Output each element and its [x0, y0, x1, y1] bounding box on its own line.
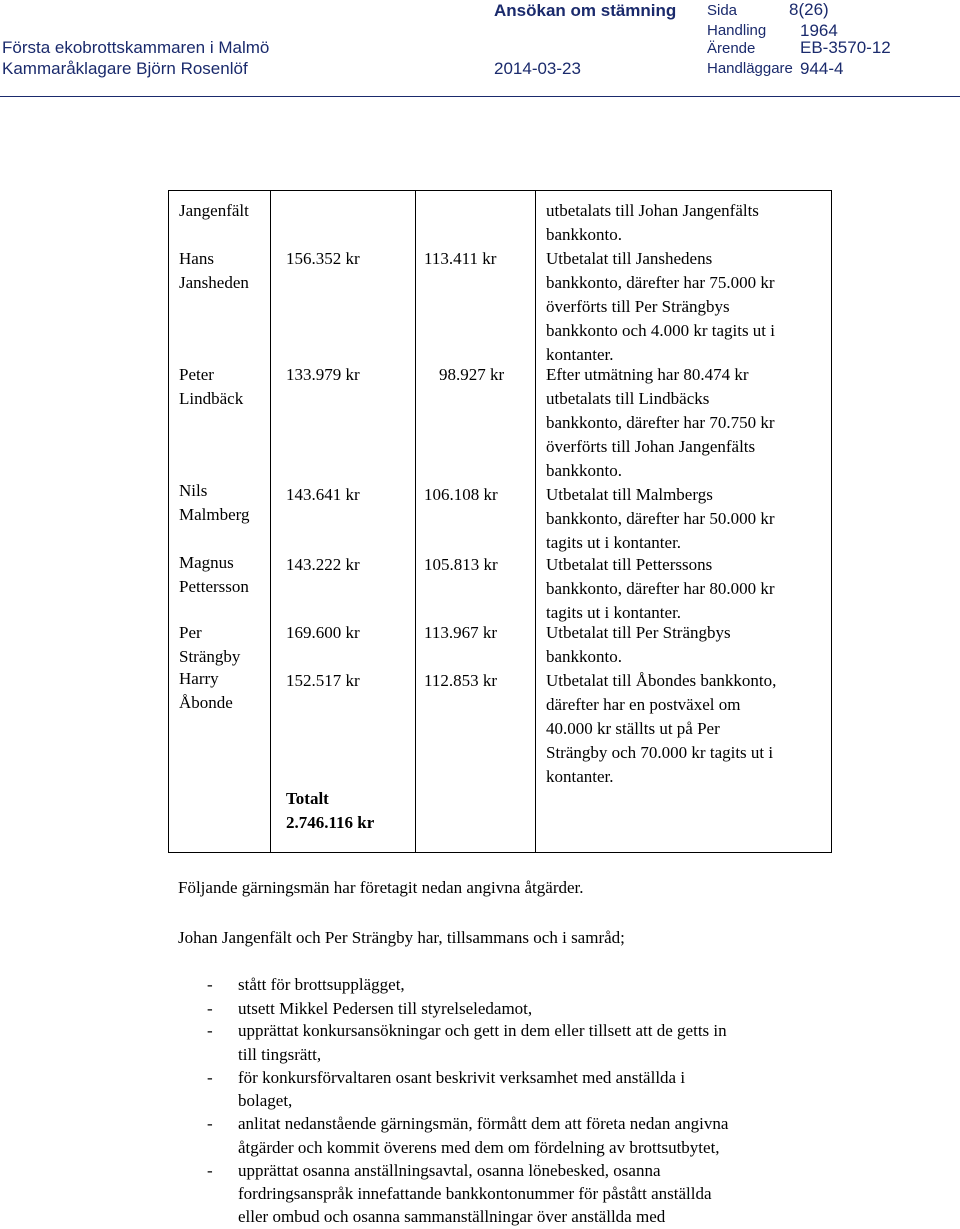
payment-description: bankkonto.	[546, 461, 623, 480]
list-item: eller ombud och osanna sammanställningar över anställda med	[238, 1207, 666, 1226]
handling-value: 1964	[800, 21, 838, 40]
payment-description: kontanter.	[546, 767, 614, 786]
list-item: för konkursförvaltaren osant beskrivit verksamhet med anställda i	[238, 1068, 686, 1087]
list-item: bolaget,	[238, 1091, 293, 1110]
arende-value: EB-3570-12	[800, 38, 891, 57]
payment-description: tagits ut i kontanter.	[546, 533, 682, 552]
amount-paid: 113.967 kr	[424, 623, 498, 642]
list-dash: -	[207, 999, 213, 1018]
payment-description: bankkonto och 4.000 kr tagits ut i	[546, 321, 776, 340]
payment-description: bankkonto.	[546, 647, 623, 666]
list-dash: -	[207, 1068, 213, 1087]
person-name: Nils	[179, 481, 208, 500]
amount-paid: 105.813 kr	[424, 555, 498, 574]
payment-description: bankkonto, därefter har 80.000 kr	[546, 579, 775, 598]
column-divider	[270, 191, 271, 852]
list-dash: -	[207, 1021, 213, 1040]
payment-description: Strängby och 70.000 kr tagits ut i	[546, 743, 774, 762]
sida-label: Sida	[707, 2, 738, 19]
amount-total: 133.979 kr	[286, 365, 360, 384]
person-name: Peter	[179, 365, 214, 384]
payment-description: 40.000 kr ställts ut på Per	[546, 719, 720, 738]
document-header	[0, 0, 960, 98]
person-name: Jangenfält	[179, 201, 249, 220]
list-item: stått för brottsupplägget,	[238, 975, 405, 994]
person-name: Malmberg	[179, 505, 250, 524]
amount-total: 143.222 kr	[286, 555, 360, 574]
column-divider	[535, 191, 536, 852]
payment-description: Utbetalat till Janshedens	[546, 249, 713, 268]
person-name: Pettersson	[179, 577, 249, 596]
document-date: 2014-03-23	[494, 59, 581, 78]
list-item: fordringsanspråk innefattande bankkontonummer för påstått anställda	[238, 1184, 712, 1203]
payment-description: Utbetalat till Petterssons	[546, 555, 713, 574]
amount-paid: 98.927 kr	[439, 365, 505, 384]
list-item: utsett Mikkel Pedersen till styrelseledamot,	[238, 999, 533, 1018]
payment-description: bankkonto, därefter har 70.750 kr	[546, 413, 775, 432]
person-name: Jansheden	[179, 273, 249, 292]
amount-total: 152.517 kr	[286, 671, 360, 690]
handling-label: Handling	[707, 22, 767, 39]
list-dash: -	[207, 975, 213, 994]
payment-description: överförts till Per Strängbys	[546, 297, 730, 316]
payment-description: Efter utmätning har 80.474 kr	[546, 365, 749, 384]
payment-description: därefter har en postväxel om	[546, 695, 741, 714]
payment-description: Utbetalat till Malmbergs	[546, 485, 713, 504]
list-item: åtgärder och kommit överens med dem om fördelning av brottsutbytet,	[238, 1138, 720, 1157]
total-label: Totalt	[286, 789, 329, 808]
paragraph: Följande gärningsmän har företagit nedan angivna åtgärder.	[178, 878, 584, 897]
person-name: Per	[179, 623, 202, 642]
list-item: upprättat osanna anställningsavtal, osanna lönebesked, osanna	[238, 1161, 661, 1180]
column-divider	[415, 191, 416, 852]
list-item: upprättat konkursansökningar och gett in dem eller tillsett att de getts in	[238, 1021, 727, 1040]
payment-description: utbetalats till Lindbäcks	[546, 389, 710, 408]
amount-paid: 112.853 kr	[424, 671, 498, 690]
payment-description: överförts till Johan Jangenfälts	[546, 437, 756, 456]
payment-description: Utbetalat till Per Strängbys	[546, 623, 731, 642]
payment-description: kontanter.	[546, 345, 614, 364]
amount-total: 143.641 kr	[286, 485, 360, 504]
payment-description: utbetalats till Johan Jangenfälts	[546, 201, 759, 220]
handlaggare-label: Handläggare	[707, 60, 793, 77]
person-name: Lindbäck	[179, 389, 244, 408]
payment-description: Utbetalat till Åbondes bankkonto,	[546, 671, 777, 690]
amount-paid: 113.411 kr	[424, 249, 497, 268]
paragraph: Johan Jangenfält och Per Strängby har, tillsammans och i samråd;	[178, 928, 625, 947]
payment-description: bankkonto, därefter har 50.000 kr	[546, 509, 775, 528]
handlaggare-value: 944-4	[800, 59, 844, 78]
payment-description: bankkonto, därefter har 75.000 kr	[546, 273, 775, 292]
payment-description: tagits ut i kontanter.	[546, 603, 682, 622]
header-rule	[0, 96, 960, 97]
person-name: Harry	[179, 669, 219, 688]
person-name: Strängby	[179, 647, 241, 666]
amount-paid: 106.108 kr	[424, 485, 498, 504]
list-item: anlitat nedanstående gärningsmän, förmått dem att företa nedan angivna	[238, 1114, 729, 1133]
list-dash: -	[207, 1161, 213, 1180]
document-title: Ansökan om stämning	[494, 1, 677, 20]
amount-total: 169.600 kr	[286, 623, 360, 642]
person-name: Åbonde	[179, 693, 233, 712]
prosecutor-name: Kammaråklagare Björn Rosenlöf	[2, 59, 248, 78]
amount-total: 156.352 kr	[286, 249, 360, 268]
org-name: Första ekobrottskammaren i Malmö	[2, 38, 270, 57]
person-name: Magnus	[179, 553, 234, 572]
payments-table	[168, 190, 832, 853]
total-value: 2.746.116 kr	[286, 813, 375, 832]
list-item: till tingsrätt,	[238, 1045, 322, 1064]
list-dash: -	[207, 1114, 213, 1133]
sida-value: 8(26)	[789, 0, 829, 19]
person-name: Hans	[179, 249, 214, 268]
payment-description: bankkonto.	[546, 225, 623, 244]
arende-label: Ärende	[707, 40, 756, 57]
